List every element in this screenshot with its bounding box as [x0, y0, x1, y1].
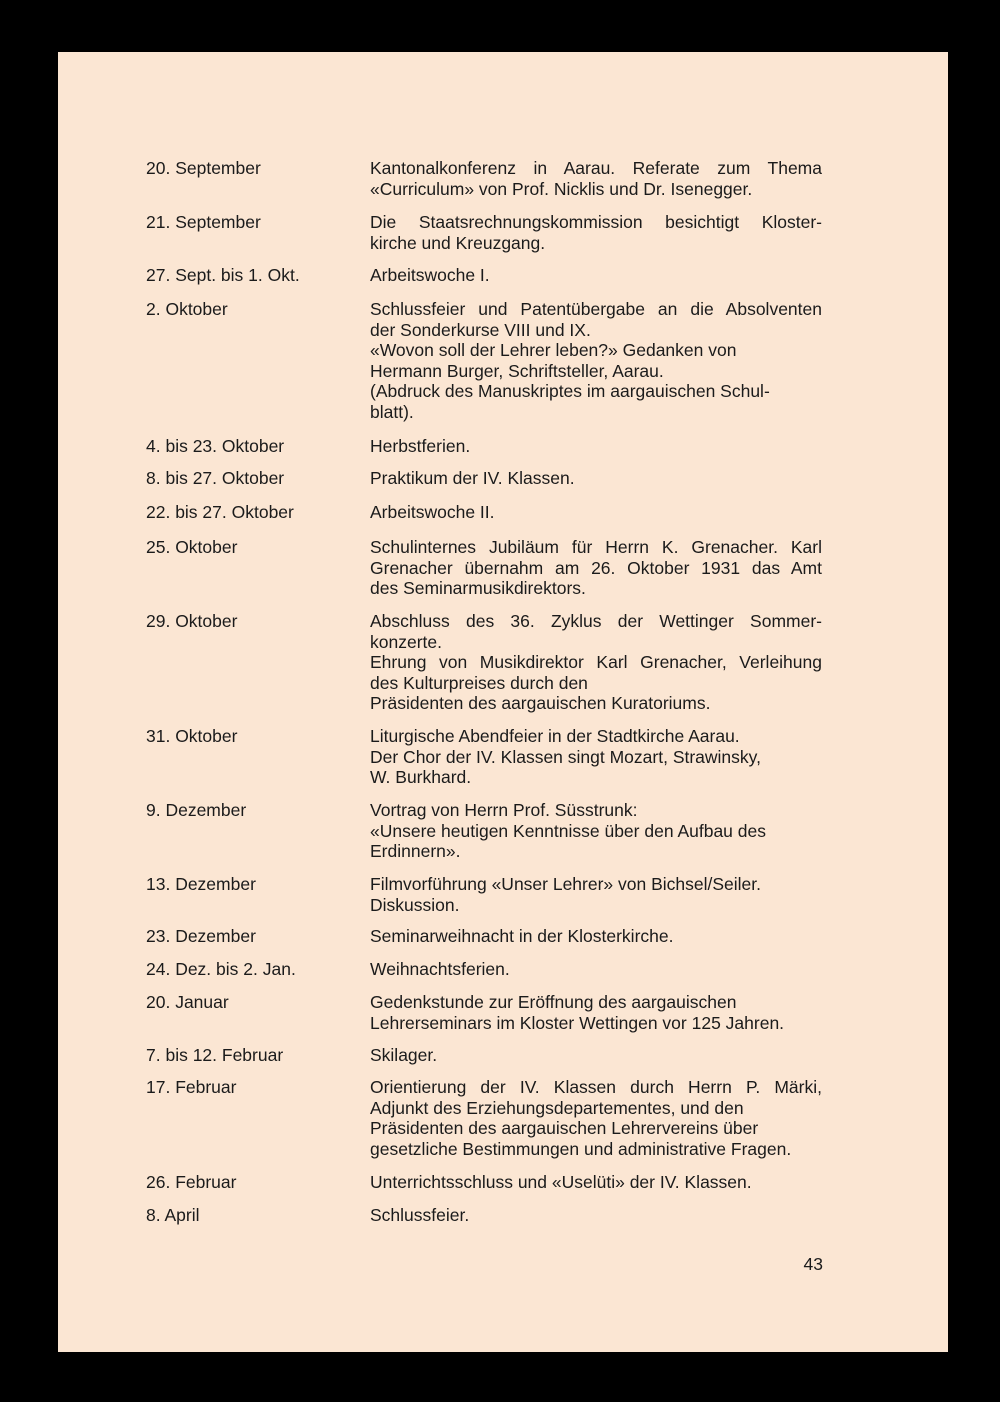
entry-date: 20. Januar — [146, 992, 229, 1012]
entry-date: 4. bis 23. Oktober — [146, 436, 285, 456]
entry-line: Präsidenten des aargauischen Lehrervereins über — [370, 1118, 759, 1139]
entry-line: Orientierung der IV. Klassen durch Herrn P. Märki, — [370, 1077, 822, 1097]
entry-description — [370, 537, 822, 599]
entry-date: 8. April — [146, 1205, 200, 1225]
entry-description — [370, 1077, 822, 1159]
entry-description — [370, 265, 822, 286]
entry-date: 7. bis 12. Februar — [146, 1045, 284, 1065]
entry-description — [370, 502, 822, 523]
entry-line: Präsidenten des aargauischen Kuratoriums. — [370, 693, 711, 714]
entry-date: 17. Februar — [146, 1077, 237, 1097]
entry-description — [370, 1172, 822, 1193]
entry-line: Schlussfeier und Patentübergabe an die Absolventen — [370, 299, 822, 319]
entry-line: «Wovon soll der Lehrer leben?» Gedanken von — [370, 340, 737, 361]
entry-description — [370, 611, 822, 714]
entry-date: 9. Dezember — [146, 800, 247, 820]
entry-description — [370, 1205, 822, 1226]
entry-description — [370, 992, 822, 1033]
entry-line: Lehrerseminars im Kloster Wettingen vor 125 Jahren. — [370, 1012, 785, 1033]
entry-line: Erdinnern». — [370, 841, 461, 862]
entry-line: Filmvorführung «Unser Lehrer» von Bichsel/Seiler. — [370, 874, 762, 894]
entry-line: Praktikum der IV. Klassen. — [370, 468, 575, 488]
entry-line: kirche und Kreuzgang. — [370, 232, 546, 253]
entry-date: 20. September — [146, 158, 261, 178]
entry-date: 24. Dez. bis 2. Jan. — [146, 959, 296, 979]
entry-line: Ehrung von Musikdirektor Karl Grenacher, Verleihung — [370, 652, 822, 673]
entry-date: 23. Dezember — [146, 926, 256, 946]
entry-date: 25. Oktober — [146, 537, 238, 557]
entry-description — [370, 1045, 822, 1066]
entry-line: Vortrag von Herrn Prof. Süsstrunk: — [370, 800, 638, 820]
entry-date: 26. Februar — [146, 1172, 237, 1192]
entry-line: Weihnachtsferien. — [370, 959, 510, 979]
entry-line: Kantonalkonferenz in Aarau. Referate zum Thema — [370, 158, 822, 178]
entry-line: konzerte. — [370, 631, 442, 652]
entry-date: 29. Oktober — [146, 611, 238, 631]
entry-description — [370, 800, 822, 862]
entry-line: Schlussfeier. — [370, 1205, 470, 1225]
entry-line: W. Burkhard. — [370, 767, 472, 788]
entry-line: Liturgische Abendfeier in der Stadtkirche Aarau. — [370, 726, 740, 746]
entry-line: Arbeitswoche I. — [370, 265, 490, 285]
entry-line: Diskussion. — [370, 894, 460, 915]
entry-line: «Curriculum» von Prof. Nicklis und Dr. Isenegger. — [370, 178, 753, 199]
entry-line: blatt). — [370, 401, 414, 422]
entry-description — [370, 874, 822, 915]
entry-line: Seminarweihnacht in der Klosterkirche. — [370, 926, 674, 946]
entry-line: (Abdruck des Manuskriptes im aargauischen Schul- — [370, 381, 770, 402]
entry-description — [370, 726, 822, 788]
entry-description — [370, 212, 822, 253]
entry-line: Die Staatsrechnungskommission besichtigt Kloster- — [370, 212, 822, 232]
entry-line: Gedenkstunde zur Eröffnung des aargauischen — [370, 992, 737, 1012]
entry-description — [370, 959, 822, 980]
entry-line: Arbeitswoche II. — [370, 502, 495, 522]
entry-date: 22. bis 27. Oktober — [146, 502, 294, 522]
entry-line: Schulinternes Jubiläum für Herrn K. Grenacher. Karl — [370, 537, 822, 557]
entry-date: 8. bis 27. Oktober — [146, 468, 285, 488]
entry-line: gesetzliche Bestimmungen und administrative Fragen. — [370, 1138, 792, 1159]
entry-line: Grenacher übernahm am 26. Oktober 1931 das Amt — [370, 557, 822, 578]
entry-line: des Kulturpreises durch den — [370, 672, 588, 693]
entry-date: 13. Dezember — [146, 874, 256, 894]
entry-line: des Seminarmusikdirektors. — [370, 578, 586, 599]
entry-line: Adjunkt des Erziehungsdepartementes, und den — [370, 1097, 744, 1118]
entry-description — [370, 158, 822, 199]
entry-date: 27. Sept. bis 1. Okt. — [146, 265, 300, 285]
entry-description — [370, 468, 822, 489]
entry-description — [370, 926, 822, 947]
page-number: 43 — [803, 1254, 823, 1274]
entry-date: 31. Oktober — [146, 726, 238, 746]
document-page — [58, 52, 948, 1352]
entry-line: Der Chor der IV. Klassen singt Mozart, Strawinsky, — [370, 746, 761, 767]
entry-description — [370, 299, 822, 423]
entry-line: Hermann Burger, Schriftsteller, Aarau. — [370, 360, 664, 381]
entry-line: Skilager. — [370, 1045, 438, 1065]
entry-date: 21. September — [146, 212, 261, 232]
entry-line: «Unsere heutigen Kenntnisse über den Aufbau des — [370, 820, 766, 841]
entry-description — [370, 436, 822, 457]
entry-line: Abschluss des 36. Zyklus der Wettinger Sommer- — [370, 611, 822, 631]
entry-line: Unterrichtsschluss und «Uselüti» der IV. Klassen. — [370, 1172, 752, 1192]
entry-line: der Sonderkurse VIII und IX. — [370, 319, 591, 340]
entry-date: 2. Oktober — [146, 299, 228, 319]
entry-line: Herbstferien. — [370, 436, 471, 456]
